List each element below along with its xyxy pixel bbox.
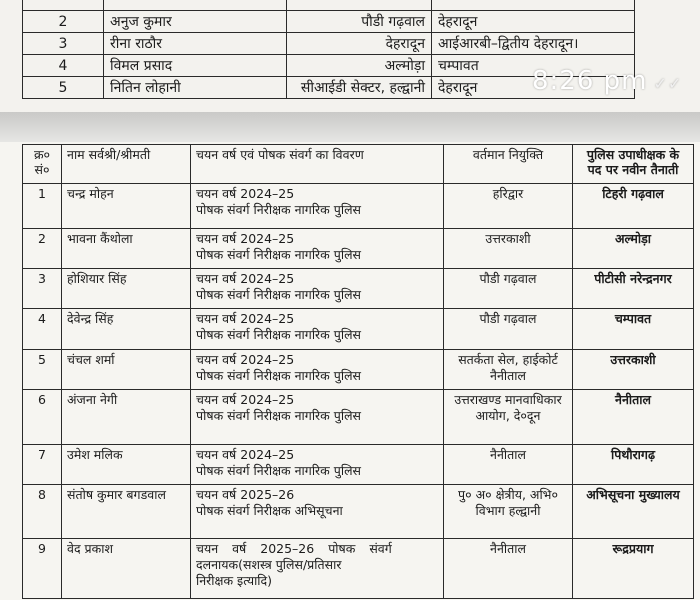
row-number: 4 [23, 55, 104, 77]
current-posting: अल्मोड़ा [287, 55, 432, 77]
row-number: 2 [23, 11, 104, 33]
timestamp-text: 8:26 pm [532, 66, 648, 96]
table-row [23, 11, 635, 33]
table-row: 5 चंचल शर्मा चयन वर्ष 2024–25 पोषक संवर्ग निरीक्षक नागरिक पुलिस सतर्कता सेल, हाईकोर्ट नैनीताल उत्तरकाशी [23, 350, 694, 390]
current-posting: देहरादून [287, 33, 432, 55]
message-timestamp [532, 66, 682, 96]
header-new-posting: पुलिस उपाधीक्षक के पद पर नवीन तैनाती [573, 145, 694, 184]
row-number: 3 [23, 33, 104, 55]
table-row: 1 चन्द्र मोहन चयन वर्ष 2024–25 पोषक संवर्ग निरीक्षक नागरिक पुलिस हरिद्वार टिहरी गढ़वाल [23, 184, 694, 229]
header-current: वर्तमान नियुक्ति [444, 145, 573, 184]
officer-name: रीना राठौर [104, 33, 287, 55]
table-row: 2 भावना कैंथोला चयन वर्ष 2024–25 पोषक संवर्ग निरीक्षक नागरिक पुलिस उत्तरकाशी अल्मोड़ा [23, 229, 694, 269]
header-detail: चयन वर्ष एवं पोषक संवर्ग का विवरण [191, 145, 444, 184]
row-number: 5 [23, 77, 104, 99]
new-posting: देहरादून [432, 11, 635, 33]
current-posting: पौडी गढ़वाल [287, 11, 432, 33]
posting-table [22, 144, 694, 599]
page-gap [0, 112, 700, 142]
lower-document-sheet [0, 142, 700, 600]
header-row [23, 145, 694, 184]
table-row: 4 देवेन्द्र सिंह चयन वर्ष 2024–25 पोषक संवर्ग निरीक्षक नागरिक पुलिस पौडी गढ़वाल चम्पावत [23, 309, 694, 350]
officer-name: अनुज कुमार [104, 11, 287, 33]
table-row [23, 33, 635, 55]
header-serial: क्र० सं० [23, 145, 62, 184]
table-row: 9 वेद प्रकाश चयन वर्ष 2025–26 पोषक संवर्ग दलनायक(सशस्त्र पुलिस/प्रतिसार निरीक्षक इत्यादि) नैनीताल रूद्रप्रयाग [23, 539, 694, 599]
new-posting: देहरादून [432, 77, 635, 99]
officer-name: विमल प्रसाद [104, 55, 287, 77]
table-row: 8 संतोष कुमार बगडवाल चयन वर्ष 2025–26 पोषक संवर्ग निरीक्षक अभिसूचना पु० अ० क्षेत्रीय, अभि० विभाग हल्द्वानी अभिसूचना मुख्यालय [23, 485, 694, 539]
upper-document-sheet [0, 0, 700, 112]
new-posting: आईआरबी–द्वितीय देहरादून। [432, 33, 635, 55]
table-row [23, 0, 635, 11]
officer-name: नितिन लोहानी [104, 77, 287, 99]
table-row: 3 होशियार सिंह चयन वर्ष 2024–25 पोषक संवर्ग निरीक्षक नागरिक पुलिस पौडी गढ़वाल पीटीसी नरेन्द्रनगर [23, 269, 694, 309]
read-receipt-icon: ✓✓ [653, 74, 683, 93]
header-name: नाम सर्वश्री/श्रीमती [62, 145, 191, 184]
table-row: 7 उमेश मलिक चयन वर्ष 2024–25 पोषक संवर्ग निरीक्षक नागरिक पुलिस नैनीताल पिथौरागढ़ [23, 445, 694, 485]
new-posting: चम्पावत [432, 55, 635, 77]
current-posting: सीआईडी सेक्टर, हल्द्वानी [287, 77, 432, 99]
table-row: 6 अंजना नेगी चयन वर्ष 2024–25 पोषक संवर्ग निरीक्षक नागरिक पुलिस उत्तराखण्ड मानवाधिकार आयोग, दे०दून नैनीताल [23, 390, 694, 445]
